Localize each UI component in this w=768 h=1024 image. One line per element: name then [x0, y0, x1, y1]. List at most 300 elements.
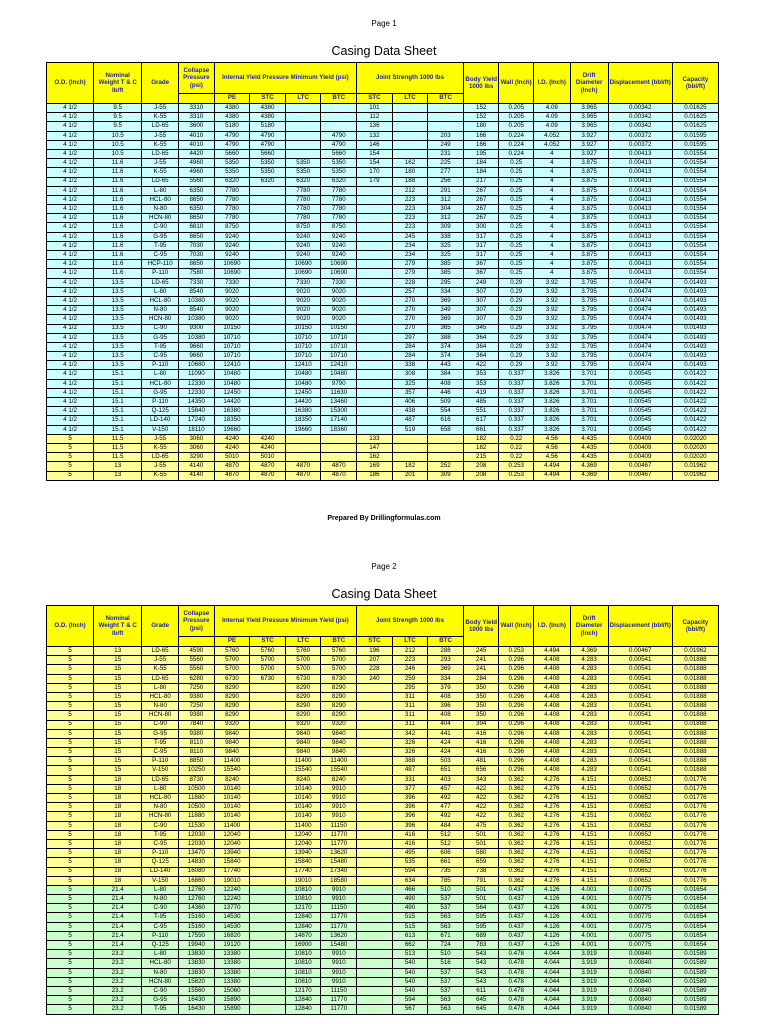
table-cell: 6730	[214, 674, 250, 683]
table-cell: 11.6	[94, 260, 142, 269]
table-cell: 13940	[214, 849, 250, 858]
table-cell	[321, 443, 357, 452]
table-cell: 0.296	[499, 683, 533, 692]
header-displacement: Displacement (bbl/ft)	[608, 63, 672, 104]
header-capacity: Capacity (bbl/ft)	[672, 63, 718, 104]
table-cell: 10380	[179, 333, 215, 342]
table-cell: 9020	[214, 315, 250, 324]
header-sub-ltc2: LTC	[392, 637, 428, 647]
table-cell: 4 1/2	[47, 269, 94, 278]
table-cell: 543	[463, 977, 499, 986]
table-cell: 0.01888	[672, 683, 718, 692]
table-cell: 0.25	[499, 232, 533, 241]
table-cell	[357, 205, 393, 214]
casing-table-page-1	[46, 62, 719, 481]
table-row	[47, 278, 719, 287]
table-cell: 7330	[179, 278, 215, 287]
table-cell: 4.283	[570, 720, 608, 729]
table-cell: 0.437	[499, 904, 533, 913]
table-cell: 13.5	[94, 333, 142, 342]
table-cell: 317	[463, 232, 499, 241]
table-cell	[357, 784, 393, 793]
table-cell: 13	[94, 462, 142, 471]
header-sub-btc: BTC	[321, 94, 357, 104]
table-cell	[357, 876, 393, 885]
table-cell: 0.01554	[672, 195, 718, 204]
table-cell: 0.296	[499, 702, 533, 711]
table-cell: 4.126	[533, 913, 570, 922]
table-cell: 384	[428, 370, 464, 379]
table-cell: 0.00474	[608, 342, 672, 351]
table-cell: 15	[94, 729, 142, 738]
table-cell: 9020	[214, 296, 250, 305]
table-cell: 10710	[214, 333, 250, 342]
table-cell: 4 1/2	[47, 416, 94, 425]
table-cell: 9240	[285, 241, 321, 250]
table-cell: 0.25	[499, 214, 533, 223]
table-cell: P-110	[142, 269, 179, 278]
table-cell: 4.408	[533, 766, 570, 775]
table-cell: 4.408	[533, 692, 570, 701]
table-cell: 4 1/2	[47, 205, 94, 214]
table-cell: 0.25	[499, 241, 533, 250]
table-cell: 295	[392, 683, 428, 692]
table-cell: P-110	[142, 361, 179, 370]
table-cell: 12040	[285, 830, 321, 839]
header-sub-btc2: BTC	[428, 637, 464, 647]
table-row	[47, 950, 719, 959]
table-cell: 162	[392, 159, 428, 168]
table-cell: 11770	[321, 1005, 357, 1014]
table-cell: 0.253	[499, 462, 533, 471]
table-cell: 8290	[321, 702, 357, 711]
table-cell	[357, 931, 393, 940]
table-cell: 416	[463, 738, 499, 747]
table-row	[47, 904, 719, 913]
table-cell: C-90	[142, 324, 179, 333]
table-cell: 0.01554	[672, 168, 718, 177]
table-cell: 0.22	[499, 453, 533, 462]
table-cell: 0.29	[499, 296, 533, 305]
table-cell: 0.00840	[608, 986, 672, 995]
table-cell: 11400	[285, 757, 321, 766]
table-cell: 3.92	[533, 324, 570, 333]
table-cell: HCP-110	[142, 260, 179, 269]
table-cell	[357, 214, 393, 223]
table-cell: 11.6	[94, 241, 142, 250]
table-cell: 7840	[179, 720, 215, 729]
table-cell: 0.253	[499, 471, 533, 480]
table-cell: 13830	[179, 968, 215, 977]
table-row	[47, 702, 719, 711]
table-cell: 466	[392, 885, 428, 894]
table-cell: 245	[392, 232, 428, 241]
table-cell: 9380	[179, 692, 215, 701]
table-cell: 0.00541	[608, 757, 672, 766]
table-cell: 9910	[321, 968, 357, 977]
table-cell: 0.00372	[608, 131, 672, 140]
table-cell: 0.01595	[672, 131, 718, 140]
table-cell: 543	[463, 950, 499, 959]
table-cell	[285, 140, 321, 149]
table-cell: 8730	[179, 775, 215, 784]
table-row	[47, 775, 719, 784]
table-cell: LD-65	[142, 149, 179, 158]
table-cell: 509	[428, 398, 464, 407]
table-cell: 4240	[214, 443, 250, 452]
table-cell: 4960	[179, 159, 215, 168]
table-cell: 0.00467	[608, 647, 672, 656]
table-cell: 9910	[321, 895, 357, 904]
table-cell: 0.01888	[672, 692, 718, 701]
table-cell: 0.01493	[672, 287, 718, 296]
table-cell: V-150	[142, 876, 179, 885]
table-cell: 0.00541	[608, 729, 672, 738]
table-cell: 11770	[321, 830, 357, 839]
table-cell: 515	[392, 913, 428, 922]
header-weight: Nominal Weight T & C lb/ft	[94, 606, 142, 647]
table-cell: 4.283	[570, 729, 608, 738]
table-cell: 8290	[285, 683, 321, 692]
table-cell: 249	[428, 140, 464, 149]
table-cell: 17240	[179, 416, 215, 425]
table-cell: HCL-80	[142, 794, 179, 803]
table-cell: HCN-80	[142, 315, 179, 324]
table-cell: 4.276	[533, 858, 570, 867]
table-cell: 0.00409	[608, 434, 672, 443]
header-body-yield: Body Yield 1000 lbs	[463, 63, 499, 104]
table-cell: 4.044	[533, 986, 570, 995]
table-cell: 8110	[179, 748, 215, 757]
table-cell: 616	[428, 416, 464, 425]
table-cell: 4.126	[533, 904, 570, 913]
table-cell: 10810	[285, 885, 321, 894]
table-cell: 4.044	[533, 950, 570, 959]
table-cell: 13.5	[94, 352, 142, 361]
table-cell: 424	[428, 748, 464, 757]
table-cell: 0.00413	[608, 260, 672, 269]
table-cell: 4.276	[533, 867, 570, 876]
table-cell: 7780	[285, 205, 321, 214]
table-cell: 166	[463, 131, 499, 140]
table-cell: 256	[428, 177, 464, 186]
table-cell: 513	[392, 950, 428, 959]
table-cell: 0.29	[499, 278, 533, 287]
table-cell: 0.01776	[672, 858, 718, 867]
table-cell: 10.5	[94, 140, 142, 149]
table-cell: 0.00652	[608, 775, 672, 784]
table-cell: T-95	[142, 1005, 179, 1014]
table-cell: 0.01654	[672, 885, 718, 894]
table-cell: 203	[428, 131, 464, 140]
table-cell: 379	[428, 683, 464, 692]
table-cell: 17740	[285, 867, 321, 876]
table-cell	[285, 453, 321, 462]
table-cell: HCN-80	[142, 812, 179, 821]
table-cell: 307	[463, 315, 499, 324]
header-displacement: Displacement (bbl/ft)	[608, 606, 672, 647]
table-cell: 12840	[285, 913, 321, 922]
table-cell: 0.362	[499, 849, 533, 858]
table-cell: 3.826	[533, 370, 570, 379]
table-cell: 18360	[321, 425, 357, 434]
table-cell: 0.01554	[672, 186, 718, 195]
table-cell: 5	[47, 959, 94, 968]
table-cell: 3.92	[533, 352, 570, 361]
table-cell: 10810	[285, 968, 321, 977]
table-cell: 0.00474	[608, 287, 672, 296]
table-cell: 0.01654	[672, 922, 718, 931]
table-cell: 0.478	[499, 950, 533, 959]
table-cell: 16430	[179, 996, 215, 1005]
table-cell: 3.92	[533, 342, 570, 351]
table-cell: 0.205	[499, 113, 533, 122]
table-cell: 0.00541	[608, 702, 672, 711]
table-cell: 0.337	[499, 425, 533, 434]
table-cell: 4 1/2	[47, 149, 94, 158]
table-cell: 4 1/2	[47, 113, 94, 122]
footer-credit: Prepared By Drillingformulas.com	[327, 515, 441, 522]
header-sub-stc: STC	[250, 94, 286, 104]
table-cell: 5700	[250, 665, 286, 674]
table-cell: 5700	[250, 656, 286, 665]
table-cell: 4.001	[570, 904, 608, 913]
table-cell: 4.276	[533, 775, 570, 784]
table-cell: 10.5	[94, 149, 142, 158]
table-cell: 4.283	[570, 656, 608, 665]
table-cell	[250, 959, 286, 968]
table-cell: 540	[392, 986, 428, 995]
table-cell: 10150	[321, 324, 357, 333]
table-cell: 4.151	[570, 867, 608, 876]
table-cell	[285, 104, 321, 113]
table-cell: 7780	[285, 195, 321, 204]
table-cell: 645	[463, 996, 499, 1005]
table-cell: 4.369	[570, 647, 608, 656]
table-cell: 4960	[179, 168, 215, 177]
table-cell	[250, 1005, 286, 1014]
table-cell: 246	[392, 665, 428, 674]
table-cell	[250, 996, 286, 1005]
table-cell: 10710	[321, 333, 357, 342]
table-cell	[250, 876, 286, 885]
table-cell: 5560	[179, 656, 215, 665]
table-cell: 4 1/2	[47, 186, 94, 195]
table-cell: 10710	[321, 342, 357, 351]
table-cell: 5760	[321, 647, 357, 656]
table-cell: 3.927	[570, 140, 608, 149]
table-cell: 0.00541	[608, 720, 672, 729]
table-cell: 4 1/2	[47, 177, 94, 186]
table-cell: 3.701	[570, 388, 608, 397]
table-row	[47, 407, 719, 416]
table-cell: 11630	[321, 388, 357, 397]
table-cell	[250, 186, 286, 195]
table-cell: 388	[392, 757, 428, 766]
table-cell: 5	[47, 738, 94, 747]
table-cell: 7780	[321, 205, 357, 214]
table-cell: 0.00775	[608, 885, 672, 894]
table-row	[47, 370, 719, 379]
table-cell: 0.01554	[672, 159, 718, 168]
table-cell: 0.01776	[672, 876, 718, 885]
table-cell: 7330	[321, 278, 357, 287]
table-cell: 21.4	[94, 895, 142, 904]
table-cell: 0.00413	[608, 159, 672, 168]
table-cell: 9910	[321, 794, 357, 803]
table-cell: L-80	[142, 370, 179, 379]
table-cell: 10690	[214, 269, 250, 278]
table-cell: 16900	[285, 941, 321, 950]
table-cell: 0.00840	[608, 996, 672, 1005]
table-row	[47, 977, 719, 986]
table-row	[47, 711, 719, 720]
table-cell: LD-65	[142, 122, 179, 131]
table-cell: 5	[47, 986, 94, 995]
table-cell: 3.795	[570, 352, 608, 361]
table-cell: 3.826	[533, 416, 570, 425]
table-cell	[250, 702, 286, 711]
table-cell: 7780	[321, 186, 357, 195]
table-cell: 4140	[179, 471, 215, 480]
table-cell: 0.00541	[608, 656, 672, 665]
table-cell: 365	[428, 324, 464, 333]
table-cell: 18	[94, 839, 142, 848]
table-cell: 4.126	[533, 941, 570, 950]
table-cell: 543	[463, 959, 499, 968]
table-cell	[428, 113, 464, 122]
table-cell: 0.01625	[672, 104, 718, 113]
table-cell	[428, 443, 464, 452]
table-cell: 369	[428, 296, 464, 305]
table-cell: 5	[47, 812, 94, 821]
table-cell: 0.437	[499, 931, 533, 940]
table-cell: 12040	[214, 830, 250, 839]
table-cell: 15160	[179, 922, 215, 931]
table-cell: 4.56	[533, 453, 570, 462]
table-cell: HCL-80	[142, 296, 179, 305]
table-cell: 5700	[321, 656, 357, 665]
table-cell: 223	[392, 195, 428, 204]
table-cell: 317	[463, 251, 499, 260]
table-cell: 180	[392, 168, 428, 177]
table-cell: 11400	[321, 757, 357, 766]
table-cell: 0.01888	[672, 766, 718, 775]
table-cell	[357, 904, 393, 913]
table-cell: 3.919	[570, 977, 608, 986]
table-cell: 12410	[321, 361, 357, 370]
table-cell: 4.151	[570, 849, 608, 858]
sheet-title: Casing Data Sheet	[331, 587, 437, 601]
table-cell	[250, 867, 286, 876]
table-cell: 4790	[214, 140, 250, 149]
table-cell: 353	[463, 370, 499, 379]
table-cell: 6320	[285, 177, 321, 186]
table-cell: 4.09	[533, 122, 570, 131]
table-cell: 0.00413	[608, 223, 672, 232]
table-cell: 3.875	[570, 186, 608, 195]
table-cell: 3.701	[570, 379, 608, 388]
table-cell: 0.478	[499, 959, 533, 968]
table-cell: 201	[392, 471, 428, 480]
table-cell: 8540	[179, 287, 215, 296]
table-cell: LD-65	[142, 453, 179, 462]
table-cell: 15	[94, 720, 142, 729]
table-cell: 394	[463, 720, 499, 729]
table-cell: 3.875	[570, 223, 608, 232]
table-cell: 223	[392, 214, 428, 223]
table-cell: 15	[94, 748, 142, 757]
table-cell	[250, 941, 286, 950]
table-cell: 0.00545	[608, 416, 672, 425]
table-cell: 4.408	[533, 729, 570, 738]
table-cell: C-90	[142, 904, 179, 913]
table-cell: 8540	[179, 306, 215, 315]
table-cell: 0.01776	[672, 867, 718, 876]
table-cell	[250, 205, 286, 214]
table-cell: 101	[357, 104, 393, 113]
table-cell: 374	[428, 352, 464, 361]
table-cell: 4.408	[533, 683, 570, 692]
table-cell	[250, 195, 286, 204]
table-cell: 5350	[285, 168, 321, 177]
table-cell: 154	[357, 159, 393, 168]
table-cell: 10810	[285, 950, 321, 959]
table-cell: 3.826	[533, 425, 570, 434]
header-id: I.D. (Inch)	[533, 63, 570, 104]
table-cell: 0.00409	[608, 443, 672, 452]
table-cell: 0.437	[499, 885, 533, 894]
table-cell: 9240	[321, 232, 357, 241]
table-cell: K-55	[142, 168, 179, 177]
table-cell: 11.5	[94, 453, 142, 462]
table-cell: 0.29	[499, 342, 533, 351]
table-cell: 0.01493	[672, 333, 718, 342]
table-cell	[250, 223, 286, 232]
table-cell: 0.22	[499, 434, 533, 443]
table-cell	[357, 950, 393, 959]
table-row	[47, 959, 719, 968]
table-cell: 4.151	[570, 858, 608, 867]
table-cell: 10710	[285, 333, 321, 342]
table-cell: 5700	[285, 656, 321, 665]
table-cell: 0.00545	[608, 398, 672, 407]
table-cell: 416	[392, 830, 428, 839]
table-cell: 4380	[214, 113, 250, 122]
table-cell: 154	[357, 149, 393, 158]
table-cell: 10500	[179, 803, 215, 812]
table-cell: 312	[428, 214, 464, 223]
sheet-title: Casing Data Sheet	[331, 44, 437, 58]
table-cell: 5760	[214, 647, 250, 656]
table-cell: K-55	[142, 471, 179, 480]
table-cell: 3.919	[570, 986, 608, 995]
table-cell: 152	[463, 113, 499, 122]
table-cell: 5350	[285, 159, 321, 168]
table-cell: 21.4	[94, 904, 142, 913]
table-cell: 4.151	[570, 775, 608, 784]
table-cell	[357, 702, 393, 711]
table-cell	[250, 775, 286, 784]
table-cell: 485	[463, 398, 499, 407]
table-cell: 311	[392, 702, 428, 711]
table-cell: 0.00474	[608, 333, 672, 342]
table-cell: 13380	[214, 950, 250, 959]
table-cell: 5	[47, 849, 94, 858]
table-cell: 0.205	[499, 104, 533, 113]
table-cell	[250, 720, 286, 729]
table-cell: 8290	[214, 683, 250, 692]
